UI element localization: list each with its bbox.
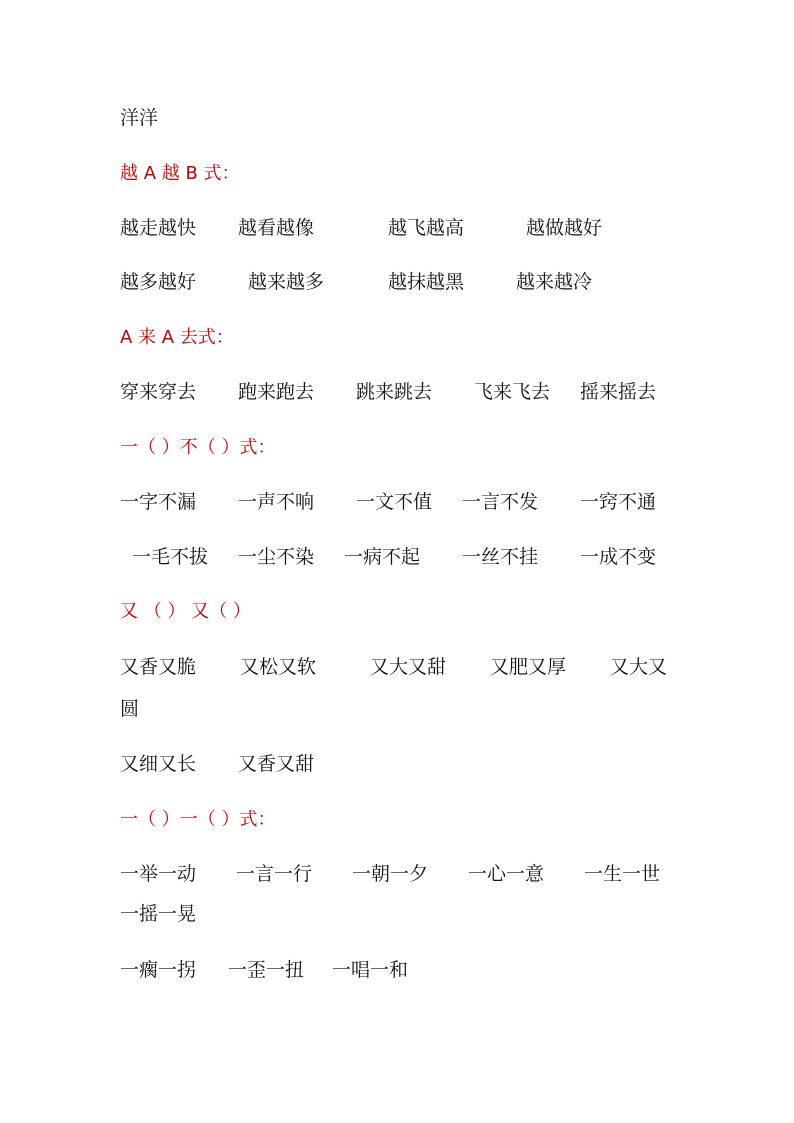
word-item: 又肥又厚 bbox=[490, 656, 567, 678]
word-item: 越多越好 bbox=[120, 271, 197, 293]
word-item: 一歪一扭 bbox=[228, 959, 305, 981]
section-heading-you: 又 （ ） 又（ ） bbox=[120, 601, 251, 622]
word-item: 一毛不拔 bbox=[132, 546, 209, 568]
word-item: 飞来飞去 bbox=[474, 381, 551, 403]
word-item: 越飞越高 bbox=[388, 217, 465, 239]
section-heading-yi-yi: 一（ ）一（ ）式： bbox=[120, 809, 276, 830]
word-item: 一生一世 bbox=[584, 863, 661, 885]
word-item: 又香又脆 bbox=[120, 656, 197, 678]
word-item: 一窍不通 bbox=[580, 491, 657, 513]
word-item: 越来越多 bbox=[248, 271, 325, 293]
word-item: 一声不响 bbox=[238, 491, 315, 513]
word-item: 一瘸一拐 bbox=[120, 959, 197, 981]
word-item: 一言一行 bbox=[236, 863, 313, 885]
section-heading-yue: 越 A 越 B 式： bbox=[120, 163, 240, 184]
word-item: 越做越好 bbox=[526, 217, 603, 239]
first-line: 洋洋 bbox=[120, 107, 159, 129]
word-item: 圆 bbox=[120, 698, 140, 720]
word-item: 一举一动 bbox=[120, 863, 197, 885]
word-item: 一病不起 bbox=[344, 546, 421, 568]
word-item: 越走越快 bbox=[120, 217, 197, 239]
word-item: 越来越冷 bbox=[516, 271, 593, 293]
word-item: 一唱一和 bbox=[332, 959, 409, 981]
word-item: 又大又甜 bbox=[370, 656, 447, 678]
word-item: 一朝一夕 bbox=[352, 863, 429, 885]
word-item: 又细又长 bbox=[120, 753, 197, 775]
word-item: 一心一意 bbox=[468, 863, 545, 885]
word-item: 跑来跑去 bbox=[238, 381, 315, 403]
word-item: 一摇一晃 bbox=[120, 903, 197, 925]
word-item: 一文不值 bbox=[356, 491, 433, 513]
word-item: 摇来摇去 bbox=[580, 381, 657, 403]
word-item: 一尘不染 bbox=[238, 546, 315, 568]
word-item: 又大又 bbox=[610, 656, 668, 678]
word-item: 穿来穿去 bbox=[120, 381, 197, 403]
word-item: 又香又甜 bbox=[238, 753, 315, 775]
section-heading-yi-bu: 一（ ）不（ ）式： bbox=[120, 437, 276, 458]
word-item: 一字不漏 bbox=[120, 491, 197, 513]
word-item: 一言不发 bbox=[462, 491, 539, 513]
section-heading-lai-qu: A 来 A 去式： bbox=[120, 327, 234, 348]
word-item: 一成不变 bbox=[580, 546, 657, 568]
word-item: 一丝不挂 bbox=[462, 546, 539, 568]
word-item: 越抹越黑 bbox=[388, 271, 465, 293]
word-item: 越看越像 bbox=[238, 217, 315, 239]
word-item: 跳来跳去 bbox=[356, 381, 433, 403]
word-item: 又松又软 bbox=[240, 656, 317, 678]
